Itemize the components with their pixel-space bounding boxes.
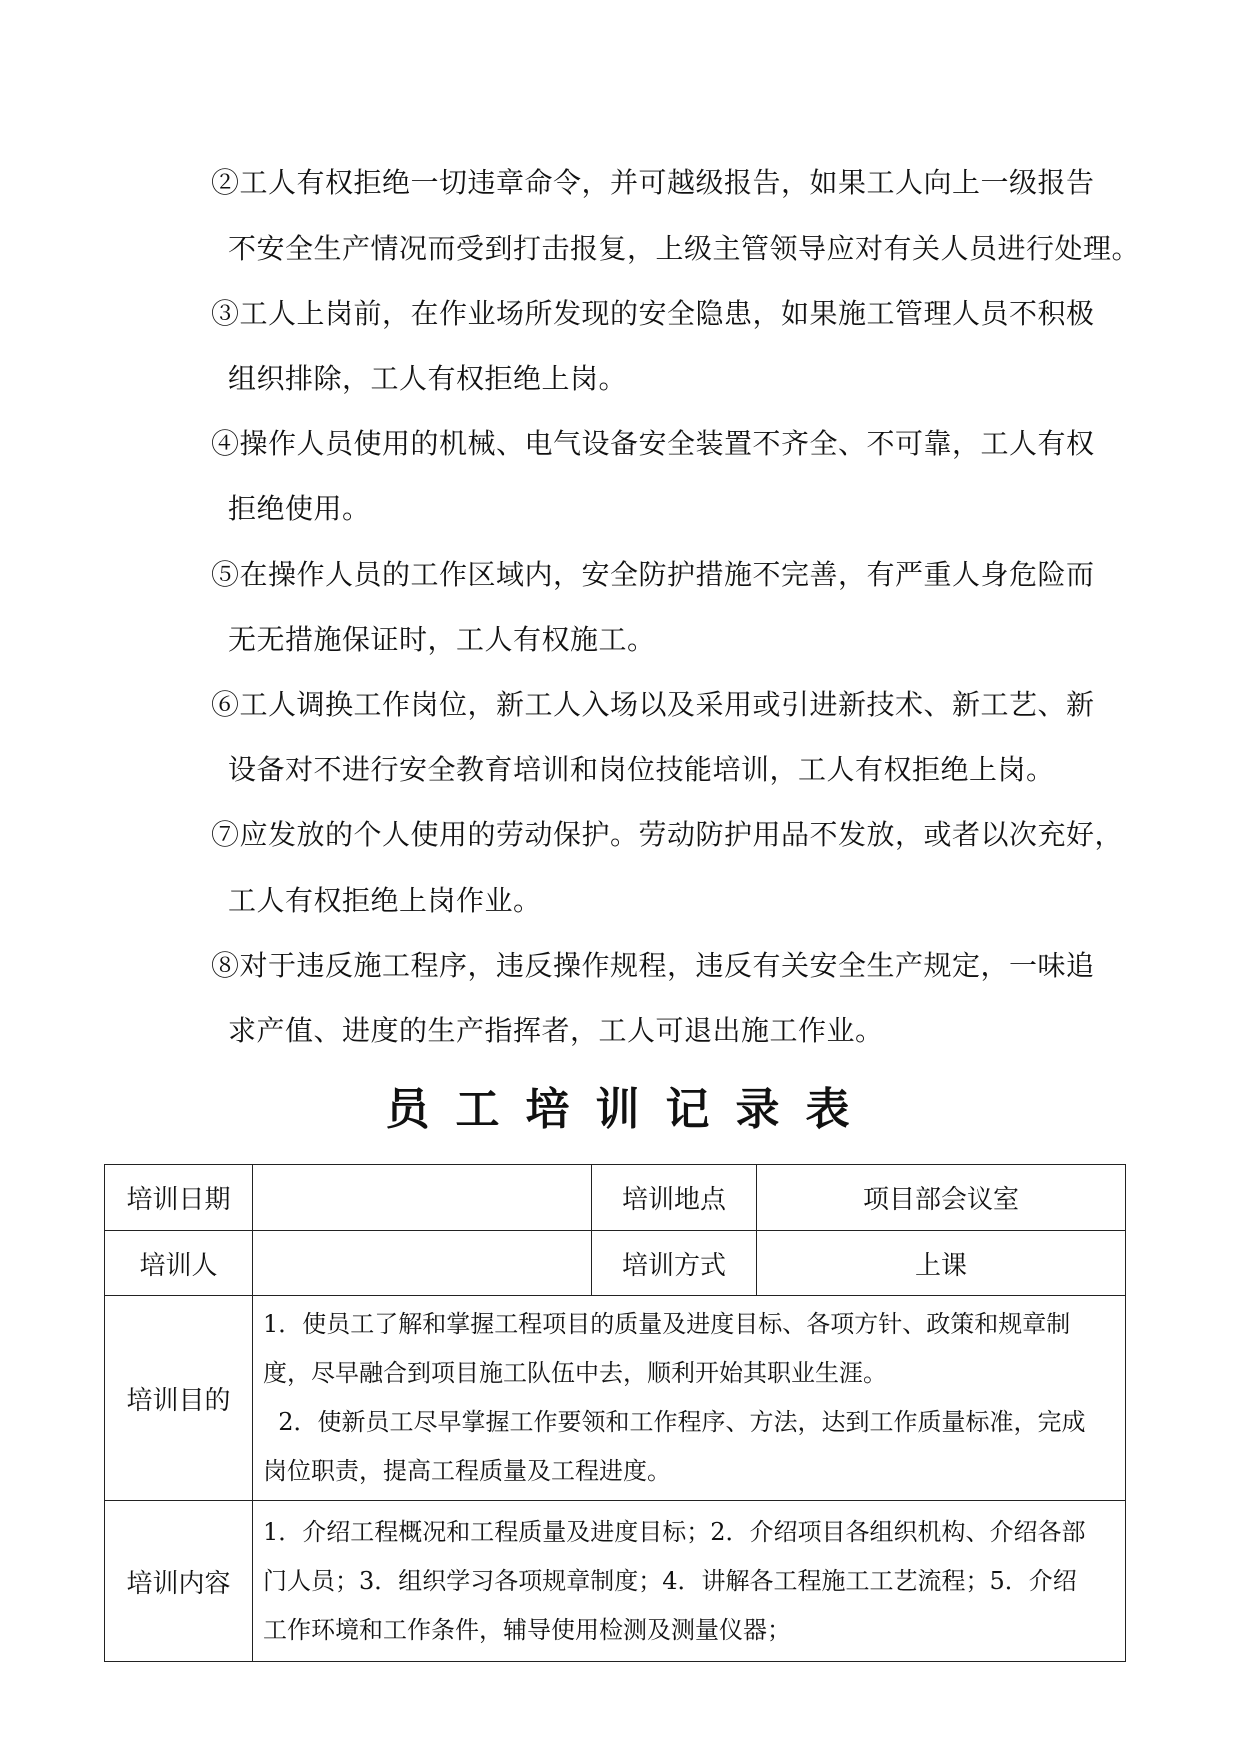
location-value: 项目部会议室 — [757, 1165, 1126, 1231]
method-label: 培训方式 — [592, 1231, 757, 1296]
training-record-table — [104, 1164, 1126, 1662]
form-title: 员工培训记录表 — [385, 1084, 876, 1135]
purpose-line-2: 度，尽早融合到项目施工队伍中去，顺利开始其职业生涯。 — [263, 1359, 887, 1387]
content-label: 培训内容 — [105, 1501, 253, 1662]
clause-7-line-1: ⑦应发放的个人使用的劳动保护。劳动防护用品不发放，或者以次充好， — [211, 818, 1124, 851]
clause-3-line-1: ③工人上岗前，在作业场所发现的安全隐患，如果施工管理人员不积极 — [211, 297, 1095, 330]
purpose-text — [253, 1296, 1126, 1501]
table-row — [105, 1231, 1126, 1296]
purpose-label: 培训目的 — [105, 1296, 253, 1501]
purpose-line-1: 1．使员工了解和掌握工程项目的质量及进度目标、各项方针、政策和规章制 — [263, 1310, 1071, 1338]
table-row — [105, 1165, 1126, 1231]
location-label: 培训地点 — [592, 1165, 757, 1231]
clause-5-line-2: 无无措施保证时，工人有权施工。 — [228, 623, 656, 656]
table-row — [105, 1296, 1126, 1501]
clause-5-line-1: ⑤在操作人员的工作区域内，安全防护措施不完善，有严重人身危险而 — [211, 558, 1095, 591]
clause-2-line-1: ②工人有权拒绝一切违章命令，并可越级报告，如果工人向上一级报告 — [211, 166, 1095, 199]
clause-8-line-1: ⑧对于违反施工程序，违反操作规程，违反有关安全生产规定，一味追 — [211, 949, 1095, 982]
clause-6-line-2: 设备对不进行安全教育培训和岗位技能培训，工人有权拒绝上岗。 — [228, 753, 1055, 786]
clause-3-line-2: 组织排除，工人有权拒绝上岗。 — [228, 362, 628, 395]
method-value: 上课 — [757, 1231, 1126, 1296]
trainer-value-cell — [253, 1231, 592, 1296]
date-value-cell — [253, 1165, 592, 1231]
date-label: 培训日期 — [105, 1165, 253, 1231]
clause-4-line-1: ④操作人员使用的机械、电气设备安全装置不齐全、不可靠，工人有权 — [211, 427, 1095, 460]
clause-2-line-2: 不安全生产情况而受到打击报复，上级主管领导应对有关人员进行处理。 — [228, 232, 1141, 265]
content-line-2: 门人员；3．组织学习各项规章制度；4．讲解各工程施工工艺流程；5．介绍 — [263, 1566, 1077, 1595]
clause-6-line-1: ⑥工人调换工作岗位，新工人入场以及采用或引进新技术、新工艺、新 — [211, 688, 1095, 721]
purpose-line-3: 2．使新员工尽早掌握工作要领和工作程序、方法，达到工作质量标准，完成 — [263, 1408, 1086, 1436]
table-row — [105, 1501, 1126, 1662]
trainer-label: 培训人 — [105, 1231, 253, 1296]
purpose-line-4: 岗位职责，提高工程质量及工程进度。 — [263, 1457, 671, 1485]
clause-4-line-2: 拒绝使用。 — [228, 492, 371, 525]
content-line-3: 工作环境和工作条件，辅导使用检测及测量仪器； — [263, 1615, 791, 1644]
content-line-1: 1．介绍工程概况和工程质量及进度目标；2．介绍项目各组织机构、介绍各部 — [263, 1517, 1086, 1546]
clause-8-line-2: 求产值、进度的生产指挥者，工人可退出施工作业。 — [228, 1014, 884, 1047]
content-text — [253, 1501, 1126, 1662]
clause-7-line-2: 工人有权拒绝上岗作业。 — [228, 884, 542, 917]
